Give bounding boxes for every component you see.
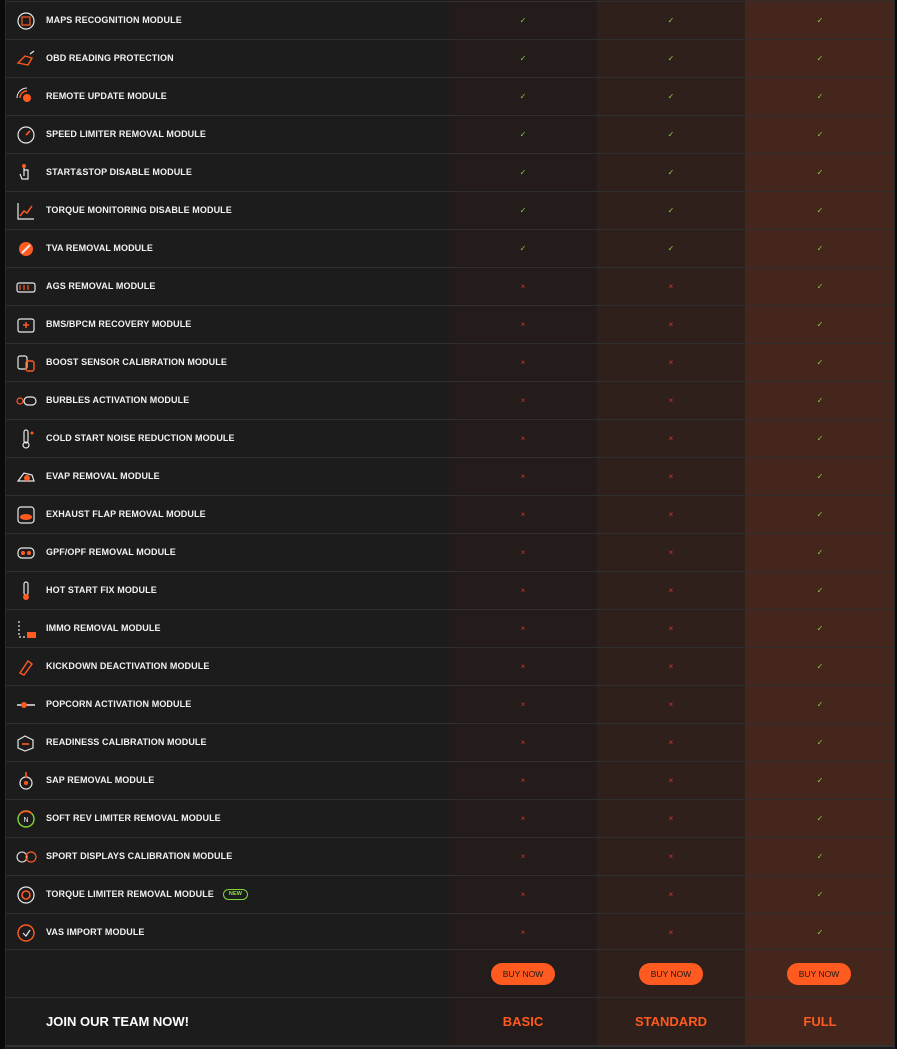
table-row	[6, 115, 894, 153]
module-label: BOOST SENSOR CALIBRATION MODULE	[46, 357, 227, 367]
cross-icon-basic: ×	[520, 510, 526, 519]
cross-icon-standard: ×	[668, 738, 674, 747]
cross-icon-basic: ×	[520, 586, 526, 595]
cross-icon-standard: ×	[668, 776, 674, 785]
table-row	[6, 1, 894, 39]
check-icon-full: ✓	[816, 54, 824, 63]
module-label: OBD READING PROTECTION	[46, 53, 174, 63]
table-row	[6, 343, 894, 381]
check-icon-standard: ✓	[667, 168, 675, 177]
check-icon-basic: ✓	[519, 92, 527, 101]
table-row	[6, 39, 894, 77]
particle-filter-icon	[15, 542, 37, 564]
table-row	[6, 267, 894, 305]
module-label: REMOTE UPDATE MODULE	[46, 91, 167, 101]
check-icon-full: ✓	[816, 776, 824, 785]
cross-icon-basic: ×	[520, 776, 526, 785]
speedometer-icon	[15, 124, 37, 146]
check-icon-full: ✓	[816, 890, 824, 899]
module-label: READINESS CALIBRATION MODULE	[46, 737, 207, 747]
cross-icon-standard: ×	[668, 320, 674, 329]
table-row	[6, 799, 894, 837]
table-row	[6, 153, 894, 191]
module-label: IMMO REMOVAL MODULE	[46, 623, 161, 633]
cross-icon-basic: ×	[520, 282, 526, 291]
cross-icon-standard: ×	[668, 548, 674, 557]
plan-standard-label: STANDARD	[635, 1014, 707, 1029]
table-row	[6, 495, 894, 533]
check-icon-full: ✓	[816, 130, 824, 139]
module-label: SPORT DISPLAYS CALIBRATION MODULE	[46, 851, 233, 861]
cross-icon-standard: ×	[668, 624, 674, 633]
plan-full-label: FULL	[803, 1014, 837, 1029]
check-icon-basic: ✓	[519, 244, 527, 253]
exhaust-flap-icon	[15, 504, 37, 526]
module-label: TORQUE LIMITER REMOVAL MODULE NEW	[46, 876, 248, 913]
cross-icon-basic: ×	[520, 434, 526, 443]
check-icon-full: ✓	[816, 852, 824, 861]
cross-icon-standard: ×	[668, 434, 674, 443]
cross-icon-standard: ×	[668, 928, 674, 937]
module-label: KICKDOWN DEACTIVATION MODULE	[46, 661, 210, 671]
hand-touch-icon	[15, 162, 37, 184]
cross-icon-basic: ×	[520, 700, 526, 709]
sport-display-icon	[15, 846, 37, 868]
module-label: VAS IMPORT MODULE	[46, 927, 145, 937]
check-icon-full: ✓	[816, 738, 824, 747]
throttle-valve-icon	[15, 238, 37, 260]
cross-icon-standard: ×	[668, 358, 674, 367]
cross-icon-basic: ×	[520, 624, 526, 633]
buy-row	[6, 949, 894, 997]
cross-icon-basic: ×	[520, 852, 526, 861]
module-label: SPEED LIMITER REMOVAL MODULE	[46, 129, 206, 139]
check-icon-full: ✓	[816, 282, 824, 291]
check-icon-full: ✓	[816, 92, 824, 101]
join-team-text: JOIN OUR TEAM NOW!	[46, 1014, 189, 1029]
cross-icon-standard: ×	[668, 662, 674, 671]
cross-icon-standard: ×	[668, 472, 674, 481]
module-label: TVA REMOVAL MODULE	[46, 243, 153, 253]
svg-text:N: N	[23, 816, 29, 824]
module-label: HOT START FIX MODULE	[46, 585, 157, 595]
buy-full-button[interactable]: BUY NOW	[787, 963, 851, 985]
cross-icon-basic: ×	[520, 548, 526, 557]
cross-icon-basic: ×	[520, 928, 526, 937]
immobilizer-icon	[15, 618, 37, 640]
cross-icon-standard: ×	[668, 700, 674, 709]
module-label: START&STOP DISABLE MODULE	[46, 167, 193, 177]
cross-icon-standard: ×	[668, 510, 674, 519]
exhaust-pop-icon	[15, 694, 37, 716]
check-icon-full: ✓	[816, 16, 824, 25]
check-icon-full: ✓	[816, 358, 824, 367]
check-icon-standard: ✓	[667, 54, 675, 63]
module-label: SAP REMOVAL MODULE	[46, 775, 155, 785]
check-icon-full: ✓	[816, 510, 824, 519]
module-label: AGS REMOVAL MODULE	[46, 281, 156, 291]
cross-icon-standard: ×	[668, 396, 674, 405]
check-icon-basic: ✓	[519, 130, 527, 139]
table-row	[6, 685, 894, 723]
battery-module-icon	[15, 314, 37, 336]
check-icon-full: ✓	[816, 548, 824, 557]
check-icon-standard: ✓	[667, 130, 675, 139]
table-row	[6, 77, 894, 115]
check-icon-standard: ✓	[667, 206, 675, 215]
module-label: EVAP REMOVAL MODULE	[46, 471, 160, 481]
table-row	[6, 571, 894, 609]
cross-icon-basic: ×	[520, 738, 526, 747]
grille-icon	[15, 276, 37, 298]
table-row	[6, 647, 894, 685]
cross-icon-basic: ×	[520, 890, 526, 899]
comparison-table	[5, 0, 895, 1049]
cross-icon-basic: ×	[520, 320, 526, 329]
thermometer-hot-icon	[15, 580, 37, 602]
table-row	[6, 875, 894, 913]
rev-gauge-icon	[15, 808, 37, 830]
check-icon-full: ✓	[816, 244, 824, 253]
table-row	[6, 533, 894, 571]
check-icon-full: ✓	[816, 206, 824, 215]
thermometer-cold-icon	[15, 428, 37, 450]
air-pump-icon	[15, 770, 37, 792]
module-label: EXHAUST FLAP REMOVAL MODULE	[46, 509, 206, 519]
table-row	[6, 381, 894, 419]
check-icon-full: ✓	[816, 472, 824, 481]
turbo-icon	[15, 884, 37, 906]
engine-readiness-icon	[15, 732, 37, 754]
torque-graph-icon	[15, 200, 37, 222]
buy-basic-button[interactable]: BUY NOW	[491, 963, 555, 985]
module-label: TORQUE MONITORING DISABLE MODULE	[46, 205, 232, 215]
maps-chip-icon	[15, 10, 37, 32]
table-row	[6, 723, 894, 761]
check-icon-standard: ✓	[667, 92, 675, 101]
check-icon-basic: ✓	[519, 16, 527, 25]
check-icon-full: ✓	[816, 700, 824, 709]
module-label: SOFT REV LIMITER REMOVAL MODULE	[46, 813, 221, 823]
cross-icon-standard: ×	[668, 282, 674, 291]
module-label: BMS/BPCM RECOVERY MODULE	[46, 319, 192, 329]
check-icon-full: ✓	[816, 586, 824, 595]
check-icon-full: ✓	[816, 168, 824, 177]
cross-icon-basic: ×	[520, 662, 526, 671]
exhaust-burble-icon	[15, 390, 37, 412]
cross-icon-standard: ×	[668, 586, 674, 595]
cross-icon-basic: ×	[520, 472, 526, 481]
check-icon-basic: ✓	[519, 54, 527, 63]
check-icon-standard: ✓	[667, 244, 675, 253]
table-row	[6, 913, 894, 951]
check-icon-full: ✓	[816, 434, 824, 443]
pedal-icon	[15, 656, 37, 678]
table-row	[6, 229, 894, 267]
cross-icon-basic: ×	[520, 358, 526, 367]
check-icon-full: ✓	[816, 662, 824, 671]
check-icon-full: ✓	[816, 320, 824, 329]
check-icon-full: ✓	[816, 396, 824, 405]
plan-basic-label: BASIC	[502, 1014, 544, 1029]
footer-row	[6, 997, 894, 1046]
cross-icon-basic: ×	[520, 814, 526, 823]
evap-canister-icon	[15, 466, 37, 488]
check-icon-basic: ✓	[519, 206, 527, 215]
module-label: BURBLES ACTIVATION MODULE	[46, 395, 190, 405]
cross-icon-standard: ×	[668, 814, 674, 823]
buy-standard-button[interactable]: BUY NOW	[639, 963, 703, 985]
table-row	[6, 305, 894, 343]
check-icon-full: ✓	[816, 928, 824, 937]
cross-icon-basic: ×	[520, 396, 526, 405]
cross-icon-standard: ×	[668, 890, 674, 899]
table-row	[6, 837, 894, 875]
obd-plug-icon	[15, 48, 37, 70]
bottom-divider	[6, 1045, 894, 1047]
vas-import-icon	[15, 922, 37, 944]
check-icon-full: ✓	[816, 624, 824, 633]
remote-signal-icon	[15, 86, 37, 108]
module-label: MAPS RECOGNITION MODULE	[46, 15, 182, 25]
new-badge: NEW	[223, 889, 248, 900]
table-row	[6, 609, 894, 647]
cross-icon-standard: ×	[668, 852, 674, 861]
check-icon-full: ✓	[816, 814, 824, 823]
module-label: GPF/OPF REMOVAL MODULE	[46, 547, 176, 557]
table-row	[6, 457, 894, 495]
table-row	[6, 761, 894, 799]
check-icon-standard: ✓	[667, 16, 675, 25]
table-row	[6, 191, 894, 229]
check-icon-basic: ✓	[519, 168, 527, 177]
module-label: COLD START NOISE REDUCTION MODULE	[46, 433, 235, 443]
table-row	[6, 419, 894, 457]
boost-sensor-icon	[15, 352, 37, 374]
module-label: POPCORN ACTIVATION MODULE	[46, 699, 192, 709]
